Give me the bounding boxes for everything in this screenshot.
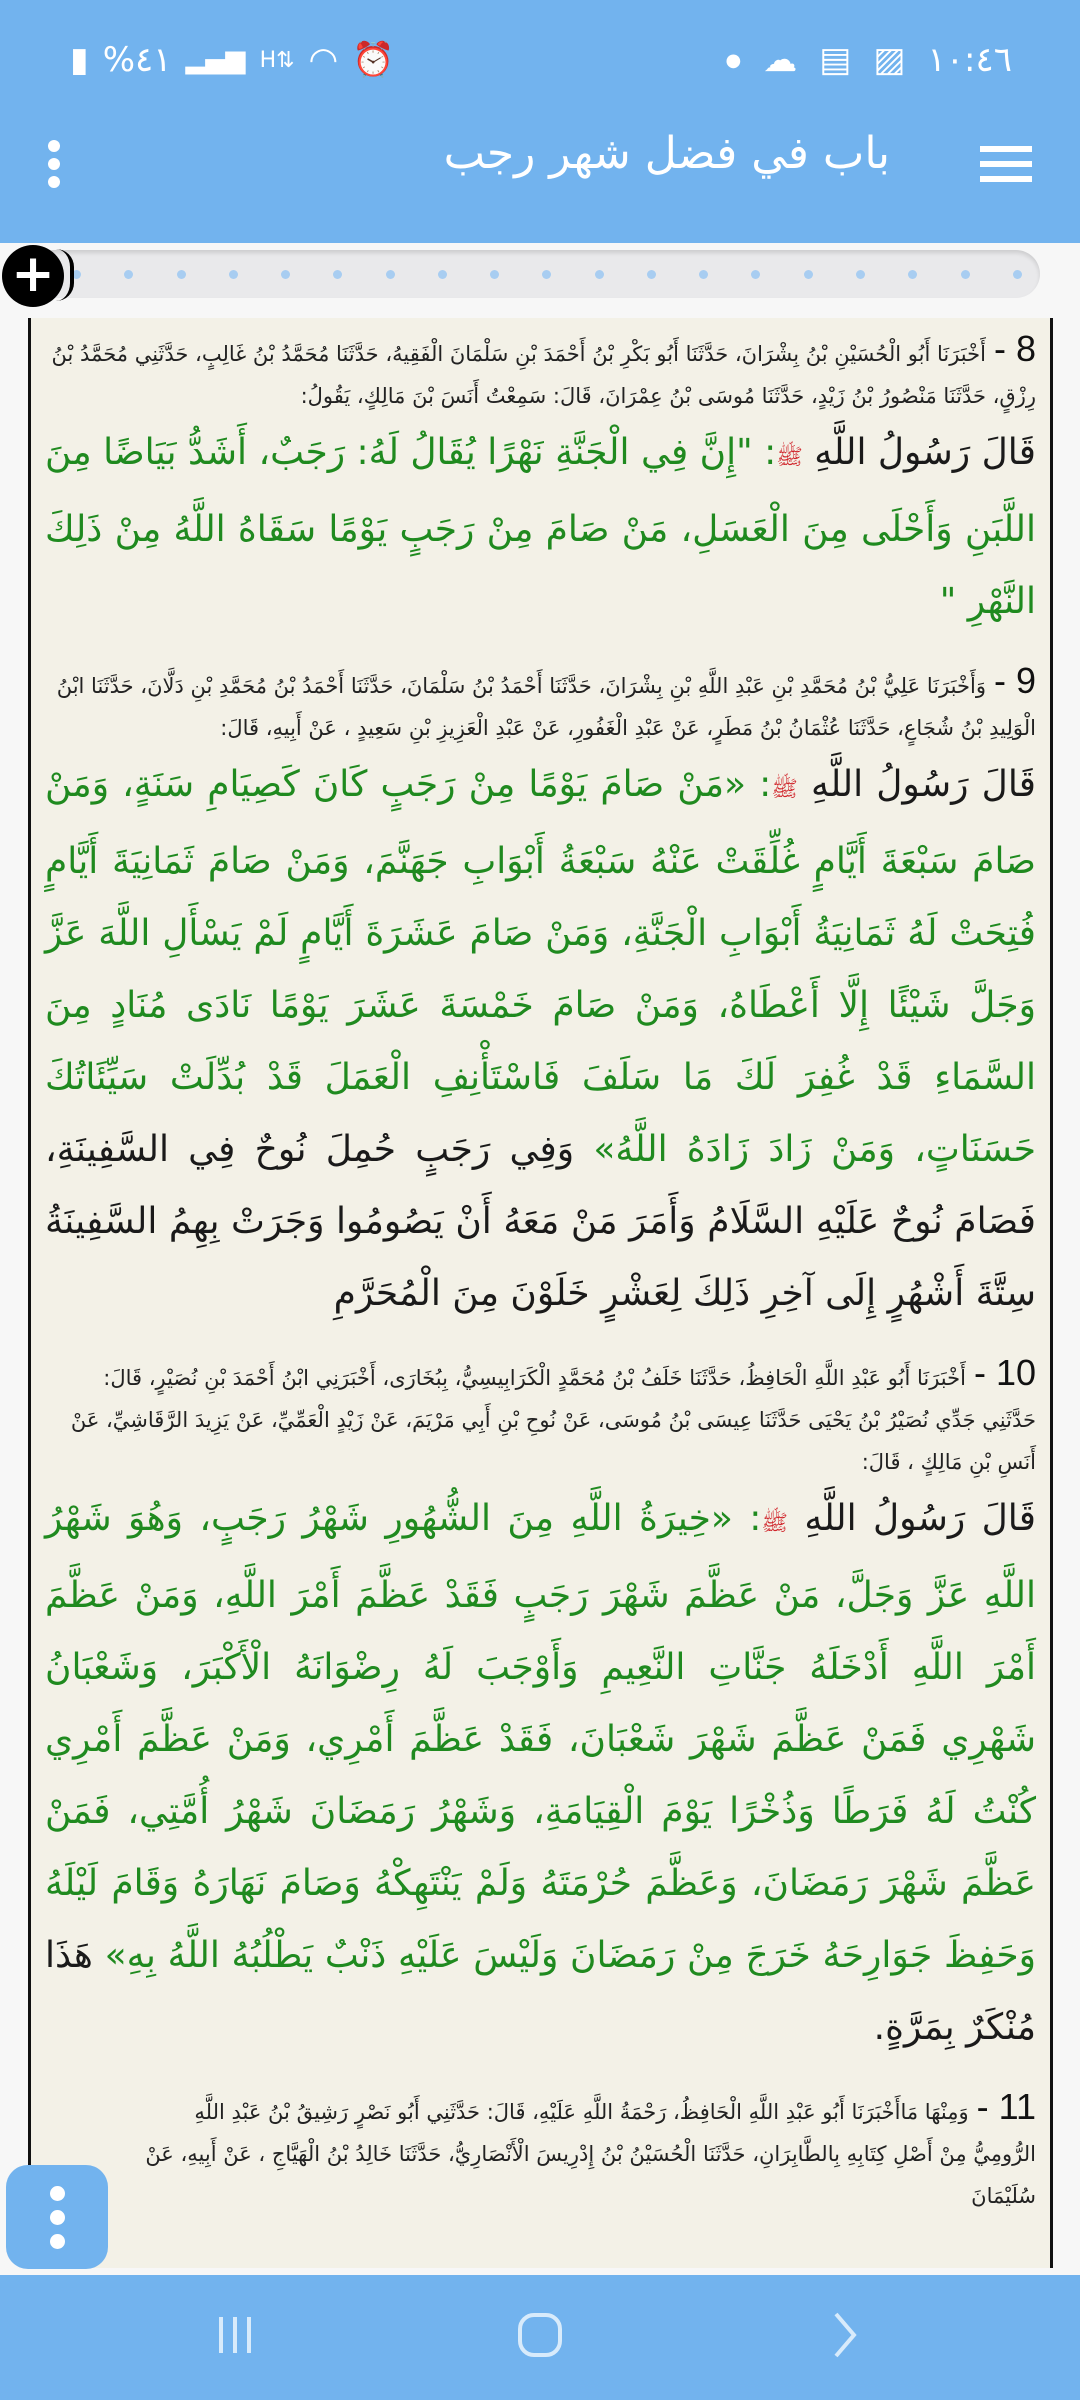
page-title: باب في فضل شهر رجب [443, 128, 890, 179]
matn-intro: قَالَ رَسُولُ اللَّهِ [804, 1498, 1036, 1539]
news-icon: ▤ [819, 40, 852, 80]
matn-quote: : «مَنْ صَامَ يَوْمًا مِنْ رَجَبٍ كَانَ كَصِيَامِ سَنَةٍ، وَمَنْ صَامَ سَبْعَةَ أَيَّامٍ غُلِّقَتْ عَنْهُ سَبْعَةُ أَبْوَابِ جَهَنَّمَ، وَمَنْ صَامَ ثَمَانِيَةَ أَيَّامٍ فُتِحَتْ لَهُ ثَمَانِيَةُ أَبْوَابِ الْجَنَّةِ، وَمَنْ صَامَ عَشَرَةَ أَيَّامٍ لَمْ يَسْأَلِ اللَّهَ عَزَّ وَجَلَّ شَيْئًا إِلَّا أَعْطَاهُ، وَمَنْ صَامَ خَمْسَةَ عَشَرَ يَوْمًا نَادَى مُنَادٍ مِنَ السَّمَاءِ قَدْ غُفِرَ لَكَ مَا سَلَفَ فَاسْتَأْنِفِ الْعَمَلَ قَدْ بُدِّلَتْ سَيِّئَاتُكَ حَسَنَاتٍ، وَمَنْ زَادَ زَادَهُ اللَّهُ» [45, 764, 1037, 1170]
floating-menu-button[interactable] [6, 2165, 108, 2269]
hadith-chain: أَخْبَرَنَا أَبُو عَبْدِ اللَّهِ الْحَافِظُ، حَدَّثَنَا خَلَفُ بْنُ مُحَمَّدٍ الْكَرَابِيسِيُّ، بِبُخَارَى، أَخْبَرَنِي ابْنُ أَحْمَدَ بْنِ نُصَيْرٍ، قَالَ: حَدَّثَنِي جَدِّي نُصَيْرُ بْنُ يَحْيَى حَدَّثَنَا عِيسَى بْنُ مُوسَى، عَنْ نُوحِ بْنِ أَبِي مَرْيَمَ، عَنْ زَيْدٍ الْعَمِّيِّ، عَنْ يَزِيدَ الرَّقَاشِيِّ، عَنْ أَنَسِ بْنِ مَالِكٍ ، قَالَ: [70, 1366, 1036, 1474]
wifi-icon: ◠ [308, 40, 339, 80]
hadith-number: 10 - [973, 1352, 1036, 1393]
pbuh-glyph: ﷺ [761, 1511, 788, 1536]
hadith-number: 8 - [993, 328, 1036, 369]
status-right [726, 40, 1012, 80]
battery-percent: %٤١ [102, 40, 172, 80]
hadith-number: 11 - [976, 2086, 1036, 2127]
system-nav-bar [0, 2275, 1080, 2400]
gallery-icon: ▨ [873, 40, 906, 80]
hadith-content [28, 318, 1053, 2268]
hadith-matn [45, 749, 1036, 1330]
font-size-slider[interactable] [30, 250, 1040, 298]
matn-after: وَفِي رَجَبٍ حُمِلَ نُوحٌ فِي السَّفِينَةِ، فَصَامَ نُوحٌ عَلَيْهِ السَّلَامُ وَأَمَرَ مَنْ مَعَهُ أَنْ يَصُومُوا وَجَرَتْ بِهِمُ السَّفِينَةُ سِتَّةَ أَشْهُرٍ إِلَى آخِرِ ذَلِكَ لِعَشْرٍ خَلَوْنَ مِنَ الْمُحَرَّمِ [45, 1129, 1036, 1314]
hadith-number: 9 - [993, 660, 1036, 701]
matn-quote: : "إِنَّ فِي الْجَنَّةِ نَهْرًا يُقَالُ لَهُ: رَجَبٌ، أَشَدُّ بَيَاضًا مِنَ اللَّبَنِ وَأَحْلَى مِنَ الْعَسَلِ، مَنْ صَامَ مِنْ رَجَبٍ يَوْمًا سَقَاهُ اللَّهُ مِنْ ذَلِكَ النَّهْرِ " [45, 432, 1036, 622]
home-icon [515, 2310, 565, 2360]
hadith-10 [45, 1342, 1036, 2076]
matn-intro: قَالَ رَسُولُ اللَّهِ [810, 764, 1036, 805]
recent-apps-icon [215, 2313, 255, 2357]
status-bar [0, 40, 1080, 90]
zoom-in-button[interactable]: + [2, 245, 64, 307]
matn-quote: : «خِيرَةُ اللَّهِ مِنَ الشُّهُورِ شَهْرُ رَجَبٍ، وَهُوَ شَهْرُ اللَّهِ عَزَّ وَجَلَّ، مَنْ عَظَّمَ شَهْرَ رَجَبٍ فَقَدْ عَظَّمَ أَمْرَ اللَّهِ، وَمَنْ عَظَّمَ أَمْرَ اللَّهِ أَدْخَلَهُ جَنَّاتِ النَّعِيمِ وَأَوْجَبَ لَهُ رِضْوَانَهُ الْأَكْبَرَ، وَشَعْبَانُ شَهْرِي فَمَنْ عَظَّمَ شَهْرَ شَعْبَانَ، فَقَدْ عَظَّمَ أَمْرِي، وَمَنْ عَظَّمَ أَمْرِي كُنْتُ لَهُ فَرَطًا وَذُخْرًا يَوْمَ الْقِيَامَةِ، وَشَهْرُ رَمَضَانَ شَهْرُ أُمَّتِي، فَمَنْ عَظَّمَ شَهْرَ رَمَضَانَ، وَعَظَّمَ حُرْمَتَهُ وَلَمْ يَنْتَهِكْهُ وَصَامَ نَهَارَهُ وَقَامَ لَيْلَهُ وَحَفِظَ جَوَارِحَهُ خَرَجَ مِنْ رَمَضَانَ وَلَيْسَ عَلَيْهِ ذَنْبٌ يَطْلُبُهُ اللَّهُ بِهِ» [45, 1498, 1037, 1976]
hadith-9 [45, 650, 1036, 1342]
hadith-matn [45, 417, 1036, 638]
matn-after: هَذَا مُنْكَرٌ بِمَرَّةٍ. [45, 1935, 1036, 2048]
cloud-icon: ☁ [763, 40, 798, 80]
hadith-chain: وَمِنْهَا مَاأَخْبَرَنَا أَبُو عَبْدِ اللَّهِ الْحَافِظُ، رَحْمَةُ اللَّهِ عَلَيْهِ، قَالَ: حَدَّثَنِي أَبُو نَصْرٍ رَشِيقُ بْنُ عَبْدِ اللَّهِ الرُّومِيُّ مِنْ أَصْلِ كِتَابِهِ بِالطَّابِرَانِ، حَدَّثَنَا الْحُسَيْنُ بْنُ إِدْرِيسَ الْأَنْصَارِيُّ، حَدَّثَنَا خَالِدُ بْنُ الْهَيَّاجِ ، عَنْ أَبِيهِ، عَنْ سُلَيْمَانَ [145, 2100, 1036, 2208]
signal-icon: ▂▄▆ [185, 45, 246, 75]
pbuh-glyph: ﷺ [776, 445, 803, 470]
menu-button[interactable] [980, 146, 1032, 182]
dot-icon: ● [725, 49, 742, 71]
top-bar [0, 0, 1080, 243]
more-options-button[interactable] [44, 140, 64, 188]
hadith-chain: أَخْبَرَنَا أَبُو الْحُسَيْنِ بْنُ بِشْرَانَ، حَدَّثَنَا أَبُو بَكْرِ بْنُ أَحْمَدَ بْنِ سَلْمَانَ الْفَقِيهُ، حَدَّثَنَا مُحَمَّدُ بْنُ غَالِبٍ، حَدَّثَنِي مُحَمَّدُ بْنُ رِزْقٍ، حَدَّثَنَا مَنْصُورُ بْنُ زَيْدٍ، حَدَّثَنَا مُوسَى بْنُ عِمْرَانَ، قَالَ: سَمِعْتُ أَنَسَ بْنَ مَالِكٍ، يَقُولُ: [51, 342, 1036, 408]
matn-intro: قَالَ رَسُولُ اللَّهِ [814, 432, 1036, 473]
hadith-chain: وَأَخْبَرَنَا عَلِيُّ بْنُ مُحَمَّدِ بْنِ عَبْدِ اللَّهِ بْنِ بِشْرَانَ، حَدَّثَنَا أَحْمَدُ بْنُ سَلْمَانَ، حَدَّثَنَا أَحْمَدُ بْنُ مُحَمَّدِ بْنِ دَلَّانَ، حَدَّثَنَا ابْنُ الْوَلِيدِ بْنُ شُجَاعٍ، حَدَّثَنَا عُثْمَانُ بْنُ مَطَرٍ، عَنْ عَبْدِ الْغَفُورِ، عَنْ عَبْدِ الْعَزِيزِ بْنِ سَعِيدٍ ، عَنْ أَبِيهِ، قَالَ: [56, 674, 1036, 740]
back-button[interactable] [815, 2305, 875, 2365]
clock: ١٠:٤٦ [927, 40, 1012, 80]
recent-apps-button[interactable] [205, 2305, 265, 2365]
battery-charging-icon: ▮ [70, 40, 89, 80]
back-icon [830, 2310, 860, 2360]
alarm-icon: ⏰ [352, 40, 395, 80]
pbuh-glyph: ﷺ [771, 777, 798, 802]
home-button[interactable] [505, 2305, 575, 2365]
slider-ticks [72, 270, 1022, 279]
data-hplus-icon: H⇅ [259, 47, 295, 73]
hadith-11 [45, 2076, 1036, 2229]
hadith-matn [45, 1483, 1036, 2064]
status-left [70, 40, 395, 80]
hadith-8 [45, 318, 1036, 650]
